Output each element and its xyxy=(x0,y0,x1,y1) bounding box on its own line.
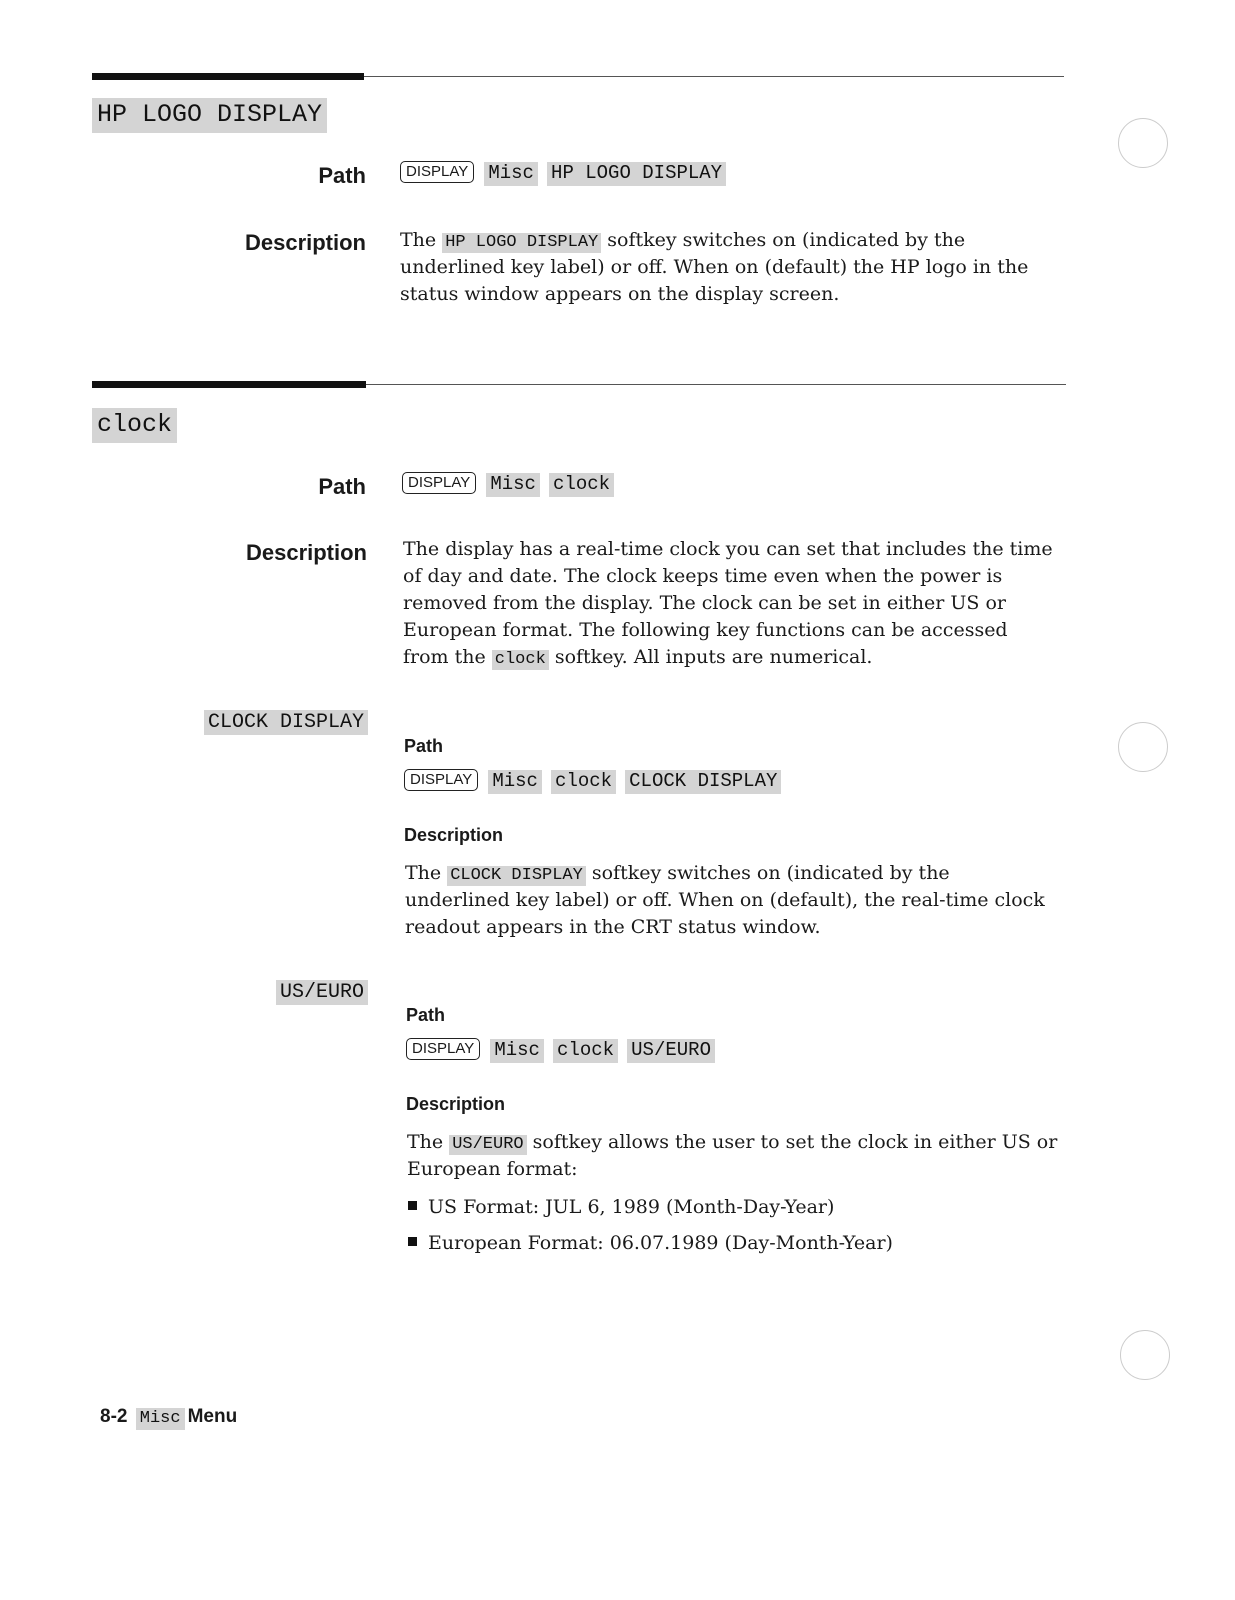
key-path xyxy=(406,1038,719,1063)
path-label: Path xyxy=(404,736,444,756)
display-hardkey: DISPLAY xyxy=(400,161,474,183)
description-text xyxy=(400,227,1060,308)
description-label: Description xyxy=(406,1094,506,1114)
softkey: HP LOGO DISPLAY xyxy=(547,162,726,186)
description-label: Description xyxy=(245,540,367,565)
section-rule xyxy=(92,76,1064,77)
softkey: CLOCK DISPLAY xyxy=(625,770,781,794)
page-number: 8-2 xyxy=(100,1406,128,1427)
path-label: Path xyxy=(406,1005,446,1025)
text-fragment: softkey. All inputs are numerical. xyxy=(548,646,873,668)
footer-text: Menu xyxy=(187,1406,238,1427)
softkey: clock xyxy=(553,1039,618,1063)
inline-softkey: clock xyxy=(492,650,549,670)
text-fragment: softkey switches on (indicated by the underlined key label) or off. When on (default), the real-time clock readout appears in the CRT status window. xyxy=(405,862,1045,938)
softkey: Misc xyxy=(484,162,538,186)
description-label: Description xyxy=(404,825,504,845)
footer-softkey: Misc xyxy=(136,1408,185,1430)
list-item-text: European Format: 06.07.1989 (Day-Month-Year) xyxy=(428,1232,893,1254)
softkey: Misc xyxy=(488,770,542,794)
key-path xyxy=(404,769,785,794)
binder-hole xyxy=(1118,118,1168,168)
section-title-key: HP LOGO DISPLAY xyxy=(92,98,327,133)
softkey: Misc xyxy=(490,1039,544,1063)
display-hardkey: DISPLAY xyxy=(402,472,476,494)
subsection-key xyxy=(190,708,368,735)
softkey: Misc xyxy=(486,473,540,497)
section-title xyxy=(92,408,177,443)
subsection-softkey: US/EURO xyxy=(276,980,368,1005)
display-hardkey: DISPLAY xyxy=(404,769,478,791)
text-fragment: The xyxy=(400,229,443,251)
text-fragment: The xyxy=(407,1131,450,1153)
key-path xyxy=(402,472,618,497)
text-fragment: The display has a real-time clock you can set that includes the time of day and date. The clock keeps time even when the power is removed from the display. The clock can be set in either US or European format. The following key functions can be accessed from the xyxy=(403,538,1053,668)
description-text xyxy=(405,860,1055,941)
inline-softkey: CLOCK DISPLAY xyxy=(447,866,586,886)
list-item xyxy=(408,1230,893,1257)
inline-softkey: HP LOGO DISPLAY xyxy=(442,233,601,253)
subsection-softkey: CLOCK DISPLAY xyxy=(204,710,368,735)
key-path xyxy=(400,161,730,186)
section-title-key: clock xyxy=(92,408,177,443)
softkey: clock xyxy=(551,770,616,794)
bullet-icon xyxy=(408,1237,417,1246)
display-hardkey: DISPLAY xyxy=(406,1038,480,1060)
text-fragment: softkey switches on (indicated by the underlined key label) or off. When on (default) the HP logo in the status window appears on the display screen. xyxy=(400,229,1029,305)
page-footer xyxy=(100,1406,237,1430)
softkey: clock xyxy=(549,473,614,497)
description-text xyxy=(403,536,1053,671)
section-rule xyxy=(92,384,1066,385)
list-item-text: US Format: JUL 6, 1989 (Month-Day-Year) xyxy=(428,1196,835,1218)
path-label: Path xyxy=(318,163,366,188)
text-fragment: The xyxy=(405,862,448,884)
subsection-key xyxy=(190,978,368,1005)
path-label: Path xyxy=(318,474,366,499)
list-item xyxy=(408,1194,834,1221)
softkey: US/EURO xyxy=(627,1039,715,1063)
text-fragment: softkey allows the user to set the clock in either US or European format: xyxy=(407,1131,1058,1180)
section-title xyxy=(92,98,327,133)
binder-hole xyxy=(1120,1330,1170,1380)
binder-hole xyxy=(1118,722,1168,772)
description-text xyxy=(407,1129,1067,1183)
inline-softkey: US/EURO xyxy=(449,1135,526,1155)
bullet-icon xyxy=(408,1201,417,1210)
description-label: Description xyxy=(244,230,366,255)
